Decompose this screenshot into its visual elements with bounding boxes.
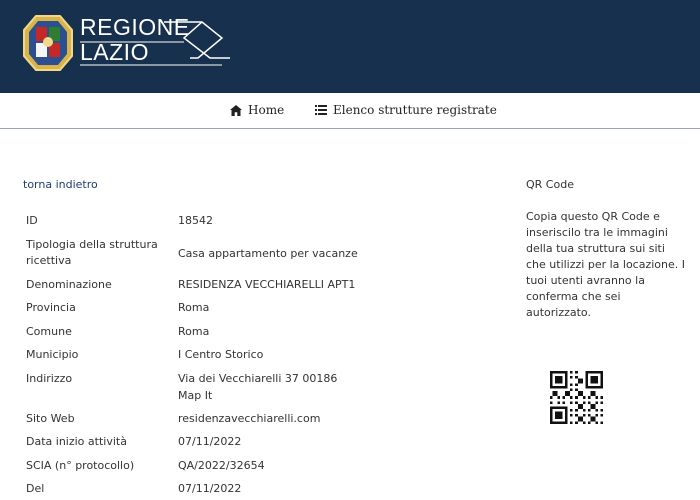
detail-value: 18542 bbox=[178, 214, 213, 227]
detail-label: Data inizio attività bbox=[26, 435, 127, 448]
brand-line-2: LAZIO bbox=[80, 39, 149, 65]
back-link[interactable]: torna indietro bbox=[23, 178, 98, 191]
detail-row-del bbox=[26, 481, 486, 499]
brand-line-1: REGIONE bbox=[80, 14, 190, 40]
detail-value: Roma bbox=[178, 325, 210, 338]
detail-value: Roma bbox=[178, 301, 210, 314]
detail-value: QA/2022/32654 bbox=[178, 459, 265, 472]
detail-row-provincia bbox=[26, 300, 486, 318]
qr-code-description: Copia questo QR Code e inseriscilo tra le immagini della tua struttura sui siti che utilizzi per la locazione. I tuoi utenti avranno la conferma che sei autorizzato. bbox=[526, 210, 686, 319]
detail-label: Indirizzo bbox=[26, 372, 73, 385]
detail-row-municipio bbox=[26, 347, 486, 365]
detail-row-scia bbox=[26, 458, 486, 476]
detail-label: ID bbox=[26, 214, 38, 227]
qr-code-image[interactable] bbox=[550, 371, 603, 424]
nav-elenco-label: Elenco strutture registrate bbox=[333, 103, 497, 117]
map-it-link[interactable]: Map It bbox=[178, 389, 213, 402]
detail-label: Del bbox=[26, 482, 45, 495]
detail-value: I Centro Storico bbox=[178, 348, 264, 361]
regione-lazio-emblem[interactable] bbox=[22, 14, 74, 72]
detail-value: RESIDENZA VECCHIARELLI APT1 bbox=[178, 278, 356, 291]
detail-value: 07/11/2022 bbox=[178, 435, 242, 448]
detail-row-comune bbox=[26, 324, 486, 342]
main-nav bbox=[0, 93, 700, 129]
home-icon bbox=[230, 105, 242, 116]
list-icon bbox=[315, 105, 327, 115]
detail-label: Municipio bbox=[26, 348, 79, 361]
detail-row-data-inizio bbox=[26, 434, 486, 452]
nav-home-label: Home bbox=[248, 103, 285, 117]
detail-row-tipologia bbox=[26, 237, 486, 271]
detail-value: 07/11/2022 bbox=[178, 482, 242, 495]
detail-label: SCIA (n° protocollo) bbox=[26, 459, 135, 472]
detail-row-denominazione bbox=[26, 277, 486, 295]
nav-elenco-strutture[interactable] bbox=[315, 103, 497, 117]
site-header bbox=[0, 0, 700, 93]
detail-value: Casa appartamento per vacanze bbox=[178, 247, 358, 260]
detail-label: Provincia bbox=[26, 301, 76, 314]
qr-code-title: QR Code bbox=[526, 178, 574, 191]
detail-label: Denominazione bbox=[26, 278, 112, 291]
detail-row-sito-web bbox=[26, 411, 486, 429]
detail-value: Via dei Vecchiarelli 37 00186 bbox=[178, 372, 338, 385]
detail-row-id bbox=[26, 213, 486, 231]
detail-label: Comune bbox=[26, 325, 72, 338]
nav-home[interactable] bbox=[230, 103, 284, 117]
detail-label: Sito Web bbox=[26, 412, 75, 425]
website-link[interactable]: residenzavecchiarelli.com bbox=[178, 412, 321, 425]
detail-label: Tipologia della struttura ricettiva bbox=[26, 238, 158, 267]
detail-row-indirizzo bbox=[26, 371, 486, 405]
